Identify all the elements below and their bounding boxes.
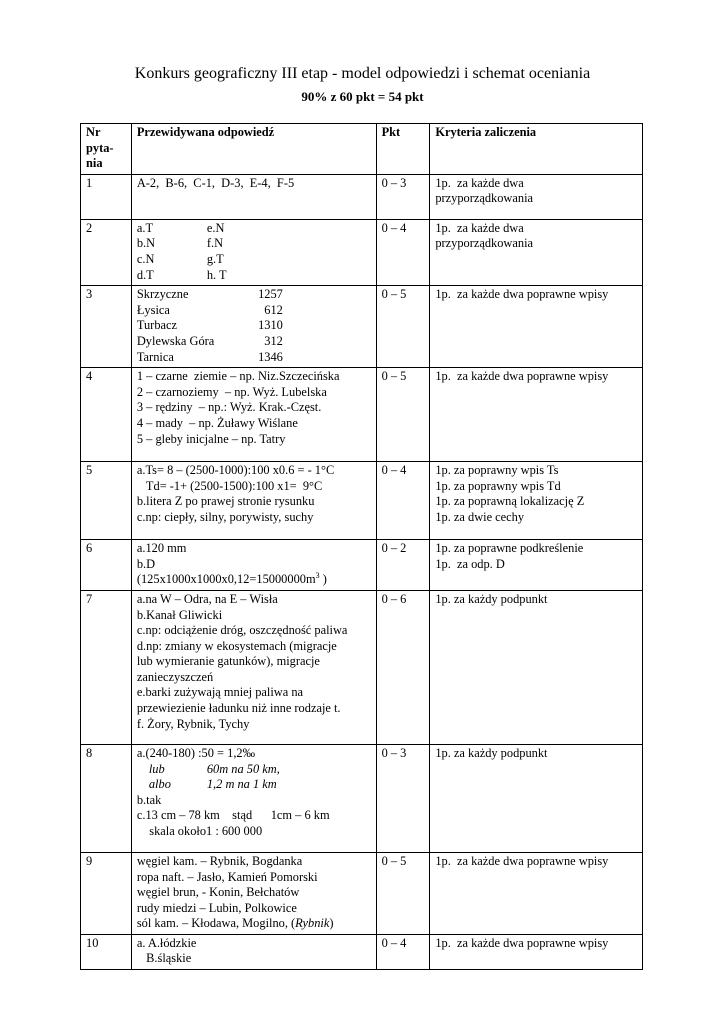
criteria-cell xyxy=(430,368,643,462)
criteria-line: 1p. za każde dwa poprawne wpisy xyxy=(435,287,609,302)
answer-line: rudy miedzi – Lubin, Polkowice xyxy=(136,900,297,915)
answer-cell xyxy=(131,590,376,744)
alternative-line xyxy=(137,762,371,778)
mountain-name: Tarnica xyxy=(136,349,174,364)
criteria-cell xyxy=(430,462,643,540)
answer-text-close: ) xyxy=(329,916,334,931)
answer-line: b.D xyxy=(136,556,156,571)
question-number: 7 xyxy=(81,590,132,744)
answer-pair xyxy=(137,252,371,268)
criteria-line: 1p. za każde dwa poprawne wpisy xyxy=(435,369,609,384)
answer-right: h. T xyxy=(206,267,227,282)
criteria-line: 1p. za każde dwa xyxy=(435,175,524,190)
answer-line: b.Kanał Gliwicki xyxy=(136,607,223,622)
alternative-line xyxy=(137,777,371,793)
alternative-word: albo xyxy=(148,777,171,792)
calc-close: ) xyxy=(319,572,327,587)
table-row xyxy=(81,852,643,934)
header-nr-line: pyta- xyxy=(86,140,114,155)
criteria-line: 1p. za każdy podpunkt xyxy=(435,591,548,606)
answer-pair xyxy=(137,236,371,252)
answer-line: 2 – czarnoziemy – np. Wyż. Lubelska xyxy=(136,384,327,399)
points-cell: 0 – 4 xyxy=(376,462,430,540)
criteria-cell xyxy=(430,744,643,852)
page-subtitle: 90% z 60 pkt = 54 pkt xyxy=(301,89,424,104)
question-number: 9 xyxy=(81,852,132,934)
criteria-cell xyxy=(430,590,643,744)
answer-cell xyxy=(131,368,376,462)
criteria-cell xyxy=(430,934,643,969)
criteria-line: 1p. za każde dwa xyxy=(435,220,524,235)
header-nr-line: Nr xyxy=(86,125,101,139)
points-cell: 0 – 4 xyxy=(376,219,430,285)
answer-right: g.T xyxy=(206,251,224,266)
mountain-row xyxy=(137,350,371,366)
answer-line: a.(240-180) :50 = 1,2‰ xyxy=(136,745,255,760)
mountain-name: Dylewska Góra xyxy=(136,333,215,348)
answer-italic: Rybnik xyxy=(295,916,330,931)
answer-right: e.N xyxy=(206,220,225,235)
answer-line: A-2, B-6, C-1, D-3, E-4, F-5 xyxy=(136,175,295,190)
answer-line: węgiel brun, - Konin, Bełchatów xyxy=(136,885,300,900)
points-cell: 0 – 5 xyxy=(376,368,430,462)
answer-cell xyxy=(131,286,376,368)
criteria-line: 1p. za dwie cechy xyxy=(435,509,525,524)
mountain-row xyxy=(137,334,371,350)
criteria-line: 1p. za poprawny wpis Td xyxy=(435,478,561,493)
answer-left: d.T xyxy=(136,267,154,282)
question-number: 1 xyxy=(81,174,132,219)
question-number: 8 xyxy=(81,744,132,852)
answer-line: 1 – czarne ziemie – np. Niz.Szczecińska xyxy=(136,369,340,384)
answer-line: lub wymieranie gatunków), migracje xyxy=(136,654,320,669)
answer-left: c.N xyxy=(136,251,155,266)
question-number: 5 xyxy=(81,462,132,540)
table-row xyxy=(81,219,643,285)
answer-cell xyxy=(131,852,376,934)
table-row xyxy=(81,368,643,462)
mountain-row xyxy=(137,287,371,303)
question-number: 6 xyxy=(81,540,132,591)
alternative-value: 1,2 m na 1 km xyxy=(206,777,277,792)
answer-line: ropa naft. – Jasło, Kamień Pomorski xyxy=(136,869,318,884)
question-number: 10 xyxy=(81,934,132,969)
points-cell: 0 – 5 xyxy=(376,852,430,934)
question-number: 4 xyxy=(81,368,132,462)
answer-cell xyxy=(131,219,376,285)
answer-cell xyxy=(131,462,376,540)
calc-text: (125x1000x1000x0,12=15000000m xyxy=(136,572,316,587)
table-row xyxy=(81,744,643,852)
criteria-line: 1p. za każdy podpunkt xyxy=(435,745,548,760)
page-title: Konkurs geograficzny III etap - model odpowiedzi i schemat oceniania xyxy=(134,65,591,82)
answer-line: b.tak xyxy=(136,792,162,807)
points-cell: 0 – 5 xyxy=(376,286,430,368)
answer-line: f. Żory, Rybnik, Tychy xyxy=(136,716,250,731)
answer-line: przewiezienie ładunku niż inne rodzaje t. xyxy=(136,701,341,716)
criteria-line: przyporządkowania xyxy=(435,191,534,206)
table-row xyxy=(81,590,643,744)
answer-pair xyxy=(137,221,371,237)
points-cell: 0 – 3 xyxy=(376,744,430,852)
answer-line: 3 – rędziny – np.: Wyż. Krak.-Częst. xyxy=(136,400,322,415)
answer-line: skala około1 : 600 000 xyxy=(136,823,263,838)
answer-line: a.120 mm xyxy=(136,541,187,556)
table-row xyxy=(81,174,643,219)
criteria-line: 1p. za każde dwa poprawne wpisy xyxy=(435,935,609,950)
answer-line: a.Ts= 8 – (2500-1000):100 x0.6 = - 1°C xyxy=(136,463,335,478)
answer-line: 4 – mady – np. Żuławy Wiślane xyxy=(136,415,298,430)
answer-line: e.barki zużywają mniej paliwa na xyxy=(136,685,304,700)
header-criteria: Kryteria zaliczenia xyxy=(430,124,643,175)
mountain-height: 612 xyxy=(264,302,283,317)
points-cell: 0 – 4 xyxy=(376,934,430,969)
header-nr xyxy=(81,124,132,175)
answer-line xyxy=(137,916,371,932)
answer-line: a.na W – Odra, na E – Wisła xyxy=(136,591,278,606)
volume-calculation xyxy=(137,572,371,588)
header-answer: Przewidywana odpowiedź xyxy=(131,124,376,175)
criteria-cell xyxy=(430,219,643,285)
mountain-height: 1310 xyxy=(258,318,283,333)
mountain-height: 312 xyxy=(264,333,283,348)
mountain-height: 1346 xyxy=(258,349,283,364)
criteria-line: przyporządkowania xyxy=(435,236,534,251)
question-number: 2 xyxy=(81,219,132,285)
table-row xyxy=(81,286,643,368)
answer-left: a.T xyxy=(136,220,154,235)
answer-line: Td= -1+ (2500-1500):100 x1= 9°C xyxy=(136,478,323,493)
answer-line: c.13 cm – 78 km stąd 1cm – 6 km xyxy=(136,808,330,823)
answer-line: b.litera Z po prawej stronie rysunku xyxy=(136,494,315,509)
answer-pair xyxy=(137,268,371,284)
table-row xyxy=(81,934,643,969)
points-cell: 0 – 3 xyxy=(376,174,430,219)
header-nr-line: nia xyxy=(86,156,103,171)
table-header-row xyxy=(81,124,643,175)
criteria-line: 1p. za poprawną lokalizację Z xyxy=(435,494,585,509)
alternative-word: lub xyxy=(148,761,165,776)
mountain-height: 1257 xyxy=(258,287,283,302)
answer-line: a. A.łódzkie xyxy=(136,935,197,950)
points-cell: 0 – 6 xyxy=(376,590,430,744)
answer-line: c.np: odciążenie dróg, oszczędność paliwa xyxy=(136,623,348,638)
answer-line: d.np: zmiany w ekosystemach (migracje xyxy=(136,638,337,653)
answer-line: węgiel kam. – Rybnik, Bogdanka xyxy=(136,853,303,868)
criteria-cell xyxy=(430,540,643,591)
answer-text: sól kam. – Kłodawa, Mogilno, ( xyxy=(136,916,296,931)
table-row xyxy=(81,540,643,591)
answer-left: b.N xyxy=(136,236,156,251)
mountain-row xyxy=(137,303,371,319)
criteria-cell xyxy=(430,286,643,368)
answer-cell xyxy=(131,934,376,969)
alternative-value: 60m na 50 km, xyxy=(206,761,280,776)
question-number: 3 xyxy=(81,286,132,368)
mountain-name: Łysica xyxy=(136,302,170,317)
table-row xyxy=(81,462,643,540)
answer-table xyxy=(80,123,643,970)
criteria-cell xyxy=(430,852,643,934)
criteria-line: 1p. za poprawne podkreślenie xyxy=(435,541,584,556)
criteria-line: 1p. za poprawny wpis Ts xyxy=(435,463,559,478)
answer-cell xyxy=(131,174,376,219)
answer-right: f.N xyxy=(206,236,224,251)
points-cell: 0 – 2 xyxy=(376,540,430,591)
answer-cell xyxy=(131,540,376,591)
mountain-name: Skrzyczne xyxy=(136,287,189,302)
header-points: Pkt xyxy=(376,124,430,175)
criteria-cell xyxy=(430,174,643,219)
answer-line: zanieczyszczeń xyxy=(136,669,214,684)
mountain-row xyxy=(137,318,371,334)
answer-line: 5 – gleby inicjalne – np. Tatry xyxy=(136,431,286,446)
answer-cell xyxy=(131,744,376,852)
calc-exponent: 3 xyxy=(315,571,320,581)
criteria-line: 1p. za każde dwa poprawne wpisy xyxy=(435,853,609,868)
mountain-name: Turbacz xyxy=(136,318,178,333)
answer-line: B.śląskie xyxy=(136,951,192,966)
criteria-line: 1p. za odp. D xyxy=(435,556,505,571)
answer-line: c.np: ciepły, silny, porywisty, suchy xyxy=(136,509,314,524)
